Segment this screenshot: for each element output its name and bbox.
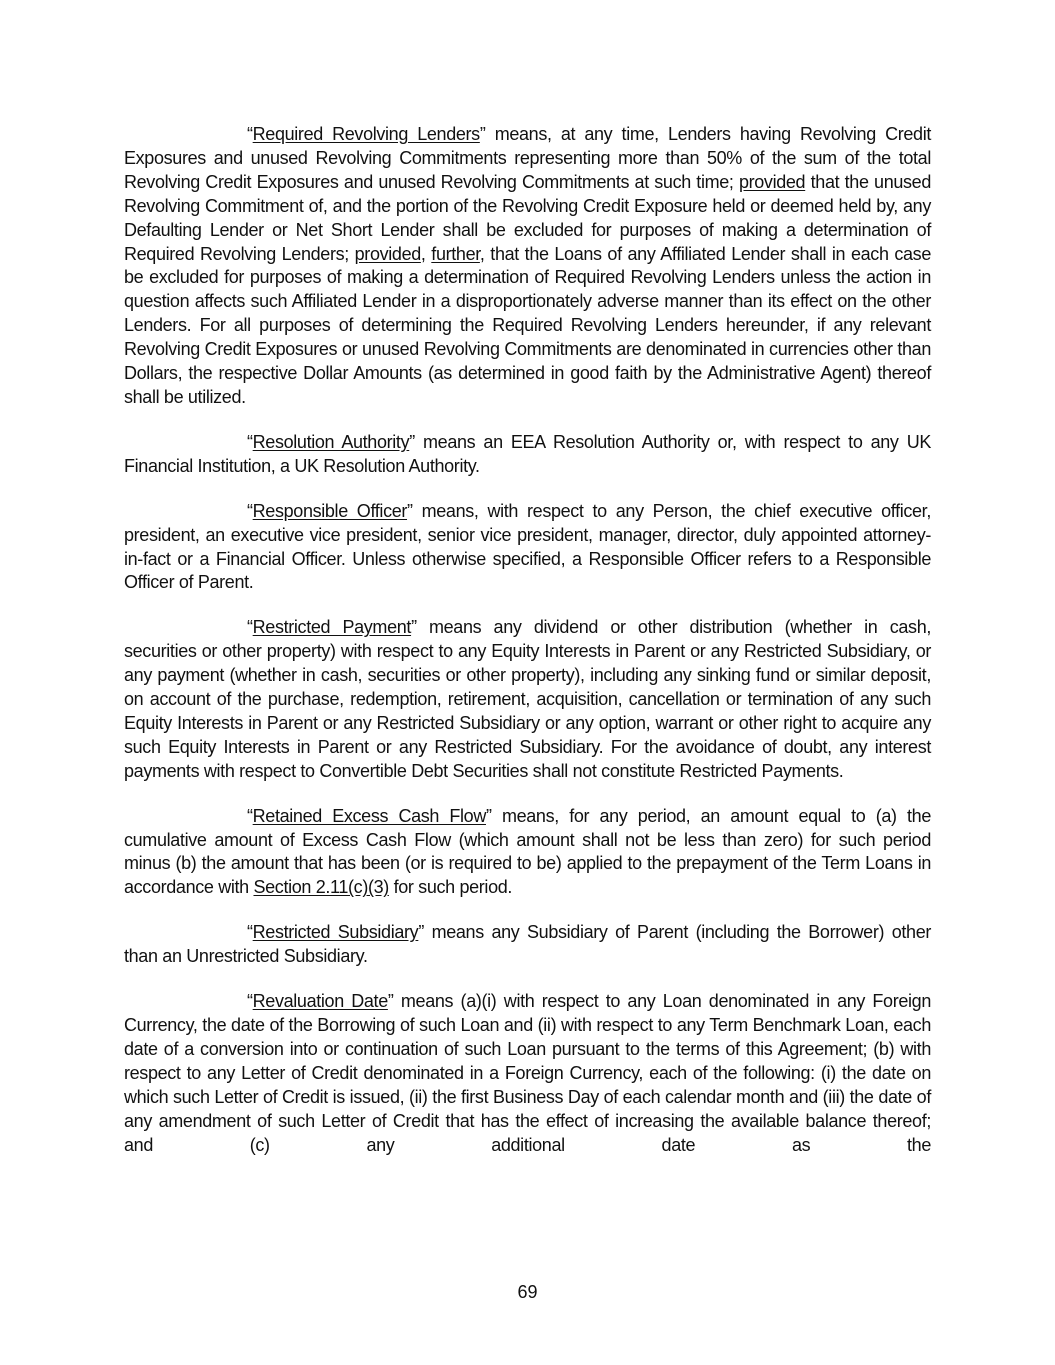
underlined-word: further <box>431 243 480 264</box>
defined-term: Restricted Payment <box>252 617 412 638</box>
definition-restricted-payment: “Restricted Payment” means any dividend or other distribution (whether in cash, securities or other property) with respect to any Equity Interests in Parent or any Restricted Subsidiary, or any payment (whether in cash, securities or other property), including any sinking fund or similar deposit, on account of the purchase, redemption, retirement, acquisition, cancellation or termination of any such Equity Interests in Parent or any Restricted Subsidiary or any option, warrant or other right to acquire any such Equity Interests in Parent or any Restricted Subsidiary. For the avoidance of doubt, any interest payments with respect to Convertible Debt Securities shall not constitute Restricted Payments. <box>124 617 932 781</box>
underlined-word: provided <box>738 171 806 192</box>
definition-text: means, at any time, Lenders having Revolving Credit Exposures and unused Revolving Commitments representing more than 50% of the sum of the total Revolving Credit Exposures and unused Revolving Commitments at such time; <box>124 124 931 192</box>
defined-term: Responsible Officer <box>252 500 408 521</box>
defined-term: Resolution Authority <box>252 431 410 452</box>
definition-text: , <box>420 243 432 264</box>
page-number: 69 <box>517 1282 538 1302</box>
definition-text: means, with respect to any Person, the chief executive officer, president, an executive vice president, senior vice president, manager, director, duly appointed attorney-in-fact or a Financial Officer. Unless otherwise specified, a Responsible Officer refers to a Responsible Officer of Parent. <box>124 500 931 593</box>
definition-text: means any dividend or other distribution (whether in cash, securities or other property) with respect to any Equity Interests in Parent or any Restricted Subsidiary, or any payment (whether in cash, securities or other property), including any sinking fund or similar deposit, on account of the purchase, redemption, retirement, acquisition, cancellation or termination of any such Equity Interests in Parent or any Restricted Subsidiary or any option, warrant or other right to acquire any such Equity Interests in Parent or any Restricted Subsidiary. For the avoidance of doubt, any interest payments with respect to Convertible Debt Securities shall not constitute Restricted Payments. <box>124 617 932 781</box>
definitions-body <box>124 123 931 1157</box>
definition-text: means any Subsidiary of Parent (including the Borrower) other than an Unrestricted Subsidiary. <box>124 922 932 967</box>
definition-required-revolving-lenders: “Required Revolving Lenders” means, at any time, Lenders having Revolving Credit Exposures and unused Revolving Commitments representing more than 50% of the sum of the total Revolving Credit Exposures and unused Revolving Commitments at such time; provided that the unused Revolving Commitment of, and the portion of the Revolving Credit Exposure held or deemed held by, any Defaulting Lender or Net Short Lender shall be excluded for purposes of making a determination of Required Revolving Lenders; provided, further, that the Loans of any Affiliated Lender shall in each case be excluded for purposes of making a determination of Required Revolving Lenders unless the action in question affects such Affiliated Lender in a disproportionately adverse manner than its effect on the other Lenders. For all purposes of determining the Required Revolving Lenders hereunder, if any relevant Revolving Credit Exposures or unused Revolving Commitments are denominated in currencies other than Dollars, the respective Dollar Amounts (as determined in good faith by the Administrative Agent) thereof shall be utilized. <box>124 124 931 407</box>
defined-term: Restricted Subsidiary <box>252 922 419 943</box>
definition-resolution-authority: “Resolution Authority” means an EEA Resolution Authority or, with respect to any UK Financial Institution, a UK Resolution Authority. <box>124 431 932 476</box>
defined-term: Revaluation Date <box>252 991 388 1012</box>
definition-text: for such period. <box>388 877 513 898</box>
definition-retained-excess-cash-flow: “Retained Excess Cash Flow” means, for any period, an amount equal to (a) the cumulative amount of Excess Cash Flow (which amount shall not be less than zero) for such period minus (b) the amount that has been (or is required to be) applied to the prepayment of the Term Loans in accordance with Section 2.11(c)(3) for such period. <box>124 805 931 898</box>
underlined-word: provided <box>354 243 421 264</box>
definition-responsible-officer: “Responsible Officer” means, with respect to any Person, the chief executive officer, president, an executive vice president, senior vice president, manager, director, duly appointed attorney-in-fact or a Financial Officer. Unless otherwise specified, a Responsible Officer refers to a Responsible Officer of Parent. <box>124 500 931 593</box>
section-reference: Section 2.11(c)(3) <box>253 877 389 898</box>
definition-text: means (a)(i) with respect to any Loan denominated in any Foreign Currency, the date of the Borrowing of such Loan and (ii) with respect to any Term Benchmark Loan, each date of a conversion into or continuation of such Loan pursuant to the terms of this Agreement; (b) with respect to any Letter of Credit denominated in a Foreign Currency, each of the following: (i) the date on which such Letter of Credit is issued, (ii) the first Business Day of each calendar month and (iii) the date of any amendment of such Letter of Credit that has the effect of increasing the available balance thereof; and (c) any additional date as the <box>124 991 931 1155</box>
defined-term: Required Revolving Lenders <box>252 124 480 144</box>
definition-restricted-subsidiary: “Restricted Subsidiary” means any Subsidiary of Parent (including the Borrower) other than an Unrestricted Subsidiary. <box>124 922 932 967</box>
definition-text: means, for any period, an amount equal to (a) the cumulative amount of Excess Cash Flow (which amount shall not be less than zero) for such period minus (b) the amount that has been (or is required to be) applied to the prepayment of the Term Loans in accordance with <box>124 805 931 898</box>
definition-text: means an EEA Resolution Authority or, with respect to any UK Financial Institution, a UK Resolution Authority. <box>124 431 932 476</box>
defined-term: Retained Excess Cash Flow <box>252 805 486 826</box>
definition-revaluation-date: “Revaluation Date” means (a)(i) with respect to any Loan denominated in any Foreign Currency, the date of the Borrowing of such Loan and (ii) with respect to any Term Benchmark Loan, each date of a conversion into or continuation of such Loan pursuant to the terms of this Agreement; (b) with respect to any Letter of Credit denominated in a Foreign Currency, each of the following: (i) the date on which such Letter of Credit is issued, (ii) the first Business Day of each calendar month and (iii) the date of any amendment of such Letter of Credit that has the effect of increasing the available balance thereof; and (c) any additional date as the <box>124 991 931 1155</box>
definition-text: that the unused Revolving Commitment of, and the portion of the Revolving Credit Exposure held or deemed held by, any Defaulting Lender or Net Short Lender shall be excluded for purposes of making a determination of Required Revolving Lenders; <box>124 171 931 264</box>
definition-text: , that the Loans of any Affiliated Lender shall in each case be excluded for purposes of making a determination of Required Revolving Lenders unless the action in question affects such Affiliated Lender in a disproportionately adverse manner than its effect on the other Lenders. For all purposes of determining the Required Revolving Lenders hereunder, if any relevant Revolving Credit Exposures or unused Revolving Commitments are denominated in currencies other than Dollars, the respective Dollar Amounts (as determined in good faith by the Administrative Agent) thereof shall be utilized. <box>124 243 931 407</box>
